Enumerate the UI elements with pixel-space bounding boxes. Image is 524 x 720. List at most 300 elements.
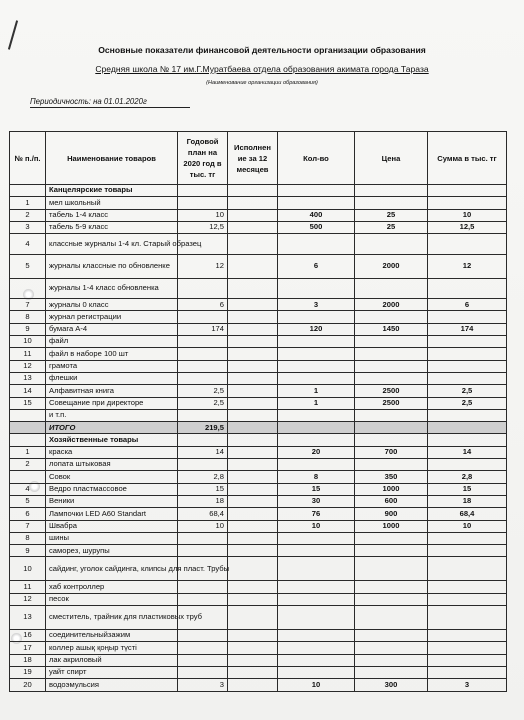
price-value (355, 630, 428, 642)
item-name: Алфавитная книга (46, 385, 178, 397)
exec-value (228, 495, 278, 507)
table-body (10, 185, 507, 692)
empty-cell (278, 185, 355, 197)
item-name: Швабра (46, 520, 178, 532)
exec-value (228, 459, 278, 471)
table-row (10, 372, 507, 384)
price-value: 600 (355, 495, 428, 507)
exec-value (228, 593, 278, 605)
exec-value (228, 666, 278, 678)
sum-value (428, 459, 507, 471)
table-row (10, 606, 507, 630)
row-number: 2 (10, 459, 46, 471)
item-name: сайдинг, уголок сайдинга, клипсы для пласт. Трубы (46, 557, 178, 581)
exec-value (228, 372, 278, 384)
row-number: 11 (10, 348, 46, 360)
exec-value (228, 279, 278, 299)
plan-value: 14 (178, 446, 228, 458)
empty-cell (178, 434, 228, 446)
exec-value (228, 471, 278, 483)
table-row (10, 483, 507, 495)
table-row (10, 666, 507, 678)
exec-value (228, 581, 278, 593)
exec-value (228, 483, 278, 495)
item-name: лак акриловый (46, 654, 178, 666)
item-name: Лампочки LED A60 Standart (46, 508, 178, 520)
item-name: журналы классные по обновленке (46, 255, 178, 279)
price-value (355, 666, 428, 678)
exec-value (228, 311, 278, 323)
table-row (10, 360, 507, 372)
table-row (10, 593, 507, 605)
empty-cell (278, 434, 355, 446)
sum-value (428, 581, 507, 593)
sum-value (428, 654, 507, 666)
sum-value (428, 666, 507, 678)
item-name: журналы 0 класс (46, 299, 178, 311)
item-name: лопата штыковая (46, 459, 178, 471)
qty-value: 120 (278, 323, 355, 335)
row-number: 13 (10, 606, 46, 630)
qty-value (278, 348, 355, 360)
organization-name: Средняя школа № 17 им.Г.Муратбаева отдела образования акимата города Тараза (95, 64, 429, 74)
qty-value: 76 (278, 508, 355, 520)
table-row (10, 221, 507, 233)
price-value (355, 654, 428, 666)
exec-value (228, 221, 278, 233)
period-label: Периодичность: на 01.01.2020г (30, 97, 190, 108)
item-name: табель 5-9 класс (46, 221, 178, 233)
price-value (355, 311, 428, 323)
section-row-stationery (10, 185, 507, 197)
qty-value: 10 (278, 520, 355, 532)
plan-value (178, 348, 228, 360)
price-value (355, 593, 428, 605)
exec-value (228, 255, 278, 279)
row-number: 6 (10, 508, 46, 520)
exec-value (228, 234, 278, 255)
plan-value (178, 666, 228, 678)
table-row (10, 397, 507, 409)
row-number: 4 (10, 483, 46, 495)
empty-cell (428, 434, 507, 446)
qty-value (278, 654, 355, 666)
empty-cell (10, 185, 46, 197)
exec-value (228, 323, 278, 335)
qty-value (278, 557, 355, 581)
qty-value (278, 642, 355, 654)
item-name: Веники (46, 495, 178, 507)
plan-value (178, 409, 228, 421)
sum-value: 68,4 (428, 508, 507, 520)
price-value: 900 (355, 508, 428, 520)
plan-value: 3 (178, 679, 228, 691)
plan-value: 174 (178, 323, 228, 335)
table-row (10, 471, 507, 483)
exec-value (228, 532, 278, 544)
qty-value (278, 666, 355, 678)
item-name: Совещание при директоре (46, 397, 178, 409)
qty-value (278, 593, 355, 605)
row-number: 19 (10, 666, 46, 678)
sum-value (428, 642, 507, 654)
price-value: 2500 (355, 385, 428, 397)
exec-value (228, 642, 278, 654)
sum-value: 2,5 (428, 385, 507, 397)
price-value (355, 279, 428, 299)
price-value: 2500 (355, 397, 428, 409)
item-name: саморез, шурупы (46, 545, 178, 557)
plan-value: 2,8 (178, 471, 228, 483)
table-row (10, 545, 507, 557)
sum-value: 14 (428, 446, 507, 458)
table-row (10, 520, 507, 532)
price-value: 2000 (355, 299, 428, 311)
plan-value (178, 372, 228, 384)
table-row (10, 654, 507, 666)
sum-value (428, 234, 507, 255)
exec-value (228, 654, 278, 666)
plan-value (178, 654, 228, 666)
table-row (10, 459, 507, 471)
row-number (10, 279, 46, 299)
total-plan: 219,5 (178, 422, 228, 434)
empty-cell (428, 185, 507, 197)
exec-value (228, 446, 278, 458)
row-number: 5 (10, 495, 46, 507)
row-number: 7 (10, 520, 46, 532)
item-name: Ведро пластмассовое (46, 483, 178, 495)
price-value (355, 234, 428, 255)
row-number: 17 (10, 642, 46, 654)
item-name: классные журналы 1-4 кл. Старый образец (46, 234, 178, 255)
price-value (355, 606, 428, 630)
total-row (10, 422, 507, 434)
exec-value (228, 360, 278, 372)
row-number: 11 (10, 581, 46, 593)
item-name: грамота (46, 360, 178, 372)
price-value: 1450 (355, 323, 428, 335)
row-number (10, 409, 46, 421)
sum-value (428, 630, 507, 642)
price-value: 300 (355, 679, 428, 691)
item-name: Совок (46, 471, 178, 483)
item-name: файл (46, 336, 178, 348)
row-number: 12 (10, 593, 46, 605)
table-row (10, 557, 507, 581)
exec-value (228, 348, 278, 360)
empty-cell (428, 422, 507, 434)
goods-table (9, 131, 507, 692)
item-name: журналы 1-4 класс обновленка (46, 279, 178, 299)
qty-value: 15 (278, 483, 355, 495)
qty-value: 30 (278, 495, 355, 507)
table-row (10, 311, 507, 323)
empty-cell (228, 185, 278, 197)
qty-value (278, 532, 355, 544)
price-value: 1000 (355, 483, 428, 495)
plan-value (178, 642, 228, 654)
price-value (355, 532, 428, 544)
qty-value: 3 (278, 299, 355, 311)
qty-value (278, 360, 355, 372)
empty-cell (178, 185, 228, 197)
exec-value (228, 336, 278, 348)
price-value (355, 545, 428, 557)
plan-value (178, 593, 228, 605)
row-number: 13 (10, 372, 46, 384)
sum-value: 18 (428, 495, 507, 507)
table-row (10, 679, 507, 691)
table-row (10, 279, 507, 299)
price-value (355, 557, 428, 581)
plan-value (178, 532, 228, 544)
price-value: 25 (355, 221, 428, 233)
table-row (10, 255, 507, 279)
col-name-header: Наименование товаров (46, 132, 178, 185)
qty-value (278, 336, 355, 348)
price-value: 2000 (355, 255, 428, 279)
sum-value (428, 545, 507, 557)
row-number: 16 (10, 630, 46, 642)
price-value (355, 197, 428, 209)
item-name: уайт спирт (46, 666, 178, 678)
exec-value (228, 385, 278, 397)
col-exec-header: Исполнен ие за 12 месяцев (228, 132, 278, 185)
qty-value (278, 459, 355, 471)
sum-value: 3 (428, 679, 507, 691)
table-row (10, 336, 507, 348)
exec-value (228, 630, 278, 642)
plan-value (178, 336, 228, 348)
plan-value: 6 (178, 299, 228, 311)
item-name: сместитель, трайник для пластиковых труб (46, 606, 178, 630)
item-name: коллер ашық қоңыр түсті (46, 642, 178, 654)
empty-cell (10, 422, 46, 434)
sum-value (428, 311, 507, 323)
price-value (355, 581, 428, 593)
plan-value (178, 279, 228, 299)
qty-value (278, 581, 355, 593)
sum-value (428, 593, 507, 605)
row-number: 4 (10, 234, 46, 255)
exec-value (228, 299, 278, 311)
table-row (10, 348, 507, 360)
plan-value (178, 630, 228, 642)
plan-value: 10 (178, 209, 228, 221)
row-number: 1 (10, 197, 46, 209)
sum-value: 6 (428, 299, 507, 311)
row-number: 20 (10, 679, 46, 691)
exec-value (228, 209, 278, 221)
table-row (10, 385, 507, 397)
qty-value (278, 234, 355, 255)
plan-value (178, 459, 228, 471)
total-label: ИТОГО (46, 422, 178, 434)
empty-cell (278, 422, 355, 434)
qty-value (278, 545, 355, 557)
sum-value (428, 279, 507, 299)
exec-value (228, 397, 278, 409)
table-row (10, 209, 507, 221)
plan-value: 68,4 (178, 508, 228, 520)
plan-value: 2,5 (178, 397, 228, 409)
table-row (10, 495, 507, 507)
table-row (10, 197, 507, 209)
sum-value (428, 372, 507, 384)
sum-value: 2,8 (428, 471, 507, 483)
organization-caption: (Наименование организации образования) (206, 80, 318, 86)
row-number: 12 (10, 360, 46, 372)
item-name: журнал регистрации (46, 311, 178, 323)
row-number: 8 (10, 532, 46, 544)
qty-value (278, 630, 355, 642)
empty-cell (228, 422, 278, 434)
qty-value (278, 279, 355, 299)
plan-value: 12 (178, 255, 228, 279)
row-number: 8 (10, 311, 46, 323)
plan-value (178, 197, 228, 209)
qty-value (278, 311, 355, 323)
table-row (10, 532, 507, 544)
price-value: 350 (355, 471, 428, 483)
item-name: файл в наборе 100 шт (46, 348, 178, 360)
plan-value: 12,5 (178, 221, 228, 233)
sum-value (428, 557, 507, 581)
table-row (10, 234, 507, 255)
qty-value: 20 (278, 446, 355, 458)
sum-value (428, 197, 507, 209)
exec-value (228, 409, 278, 421)
item-name: и т.п. (46, 409, 178, 421)
empty-cell (228, 434, 278, 446)
plan-value (178, 311, 228, 323)
col-sum-header: Сумма в тыс. тг (428, 132, 507, 185)
sum-value: 174 (428, 323, 507, 335)
row-number: 9 (10, 323, 46, 335)
table-row (10, 323, 507, 335)
empty-cell (355, 422, 428, 434)
empty-cell (355, 434, 428, 446)
sum-value: 10 (428, 209, 507, 221)
row-number: 3 (10, 221, 46, 233)
item-name: краска (46, 446, 178, 458)
sum-value (428, 606, 507, 630)
exec-value (228, 557, 278, 581)
price-value (355, 348, 428, 360)
row-number: 2 (10, 209, 46, 221)
plan-value (178, 581, 228, 593)
section-title: Хозяйственные товары (46, 434, 178, 446)
qty-value: 8 (278, 471, 355, 483)
col-price-header: Цена (355, 132, 428, 185)
row-number: 5 (10, 255, 46, 279)
empty-cell (355, 185, 428, 197)
sum-value (428, 348, 507, 360)
qty-value (278, 372, 355, 384)
row-number: 10 (10, 336, 46, 348)
section-title: Канцелярские товары (46, 185, 178, 197)
plan-value: 10 (178, 520, 228, 532)
plan-value (178, 360, 228, 372)
table-row (10, 409, 507, 421)
sum-value: 10 (428, 520, 507, 532)
qty-value: 1 (278, 397, 355, 409)
qty-value: 10 (278, 679, 355, 691)
item-name: табель 1-4 класс (46, 209, 178, 221)
col-qty-header: Кол-во (278, 132, 355, 185)
item-name: бумага А-4 (46, 323, 178, 335)
table-row (10, 299, 507, 311)
price-value (355, 642, 428, 654)
plan-value: 15 (178, 483, 228, 495)
sum-value: 2,5 (428, 397, 507, 409)
qty-value: 1 (278, 385, 355, 397)
row-number: 10 (10, 557, 46, 581)
item-name: мел школьный (46, 197, 178, 209)
item-name: флешки (46, 372, 178, 384)
price-value (355, 459, 428, 471)
item-name: водоэмульсия (46, 679, 178, 691)
row-number: 9 (10, 545, 46, 557)
sum-value (428, 336, 507, 348)
qty-value: 6 (278, 255, 355, 279)
exec-value (228, 679, 278, 691)
price-value (355, 372, 428, 384)
exec-value (228, 508, 278, 520)
table-header-row (10, 132, 507, 185)
sum-value: 15 (428, 483, 507, 495)
item-name: хаб контроллер (46, 581, 178, 593)
price-value: 1000 (355, 520, 428, 532)
qty-value (278, 409, 355, 421)
price-value (355, 336, 428, 348)
exec-value (228, 606, 278, 630)
table-row (10, 446, 507, 458)
qty-value: 400 (278, 209, 355, 221)
section-row-household (10, 434, 507, 446)
table-row (10, 630, 507, 642)
plan-value: 2,5 (178, 385, 228, 397)
table-row (10, 581, 507, 593)
qty-value: 500 (278, 221, 355, 233)
sum-value: 12,5 (428, 221, 507, 233)
row-number: 1 (10, 446, 46, 458)
price-value: 25 (355, 209, 428, 221)
plan-value (178, 545, 228, 557)
plan-value: 18 (178, 495, 228, 507)
col-number-header: № п./п. (10, 132, 46, 185)
price-value: 700 (355, 446, 428, 458)
exec-value (228, 197, 278, 209)
row-number: 18 (10, 654, 46, 666)
item-name: соединительныйзажим (46, 630, 178, 642)
exec-value (228, 520, 278, 532)
qty-value (278, 197, 355, 209)
qty-value (278, 606, 355, 630)
row-number: 7 (10, 299, 46, 311)
report-title: Основные показатели финансовой деятельности организации образования (98, 45, 426, 55)
item-name: шины (46, 532, 178, 544)
price-value (355, 360, 428, 372)
table-row (10, 508, 507, 520)
row-number (10, 471, 46, 483)
table-row (10, 642, 507, 654)
sum-value: 12 (428, 255, 507, 279)
empty-cell (10, 434, 46, 446)
exec-value (228, 545, 278, 557)
price-value (355, 409, 428, 421)
